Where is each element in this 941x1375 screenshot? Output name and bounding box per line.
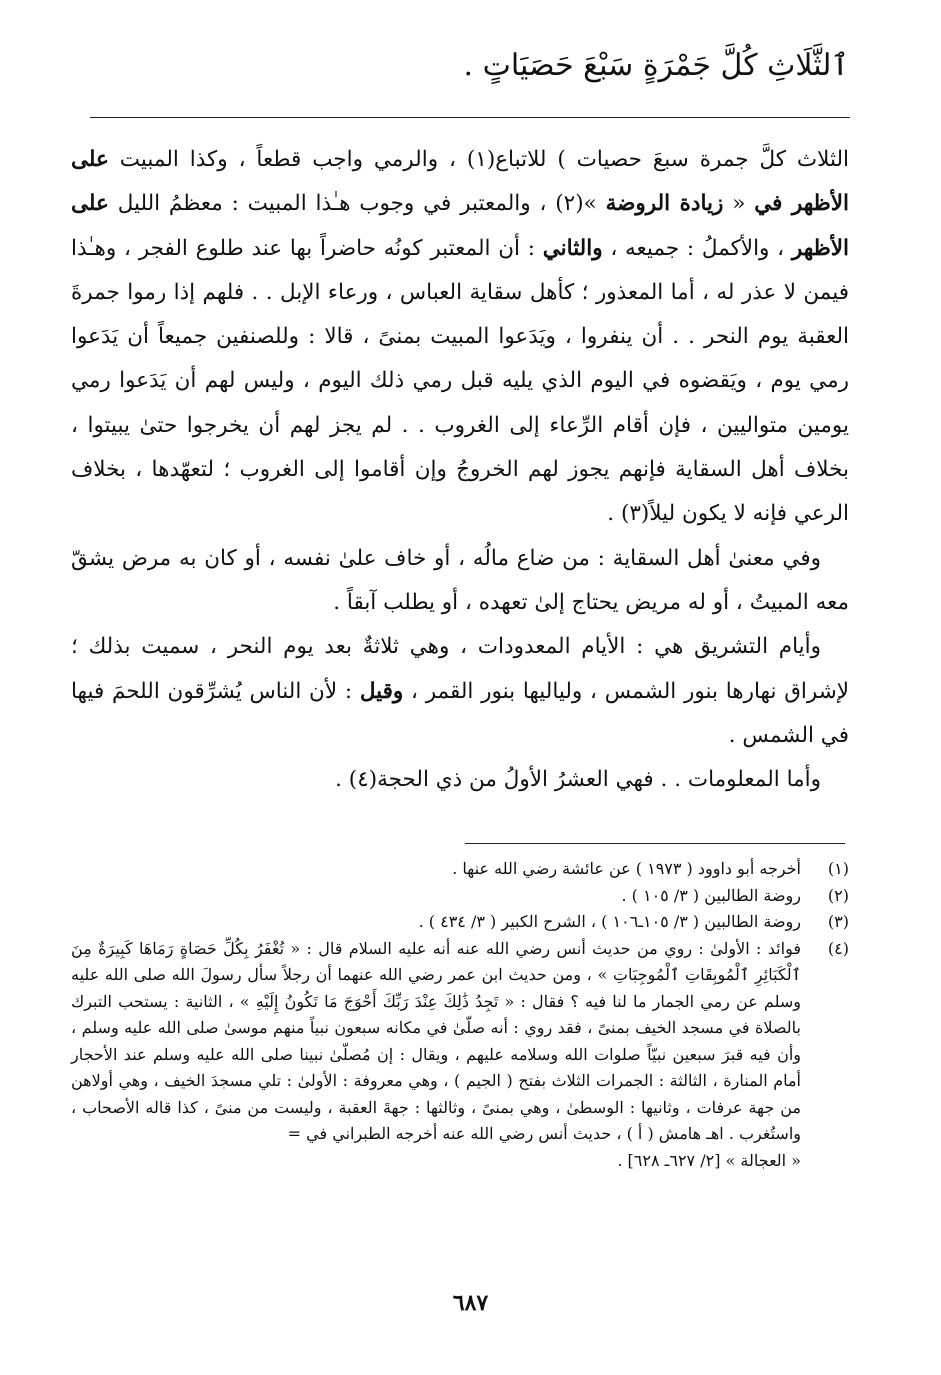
text-run: وأما المعلومات . . فهي العشرُ الأولُ من ذي الحجة(٤) . — [335, 767, 821, 793]
footnote-text: « العجالة » [٢/ ٦٢٧ـ ٦٢٨] . — [617, 1150, 801, 1170]
text-run: : لأن الناس يُشرِّقون اللحمَ فيها في الشمس . — [71, 678, 849, 748]
text-run: « — [723, 191, 755, 217]
paragraph — [71, 537, 849, 626]
paragraph — [71, 138, 849, 537]
footnote-text: فوائد : الأولىٰ : روي من حديث أنس رضي الله عنه أنه عليه السلام قال : « تُغْفَرُ بِكُلِّ حَصَاةٍ رَمَاهَا كَبِيرَةٌ مِنَ ٱلْكَبَائِرِ ٱلْمُوبِقَاتِ ٱلْمُوجِبَاتِ » ، ومن حديث ابن عمر رضي الله عنهما أن رجلاً سأل رسولَ الله صلى الله عليه وسلم عن رمي الجمار ما لنا فيه ؟ فقال : « تَجِدُ ذَٰلِكَ عِنْدَ رَبِّكَ أَحْوَجَ مَا تَكُونُ إِلَيْهِ » ، الثانية : يستحب التبرك بالصلاة في مسجد الخيف بمنىً ، فقد روي : أنه صلّىٰ في مكانه سبعون نبياً منهم موسىٰ صلى الله عليه وسلم ، وأن فيه قبرَ سبعين نبيّاً صلوات الله وسلامه عليهم ، ويقال : إن مُصلّىٰ نبينا صلى الله عليه وسلم عند الأحجار أمام المنارة ، الثالثة : الجمرات الثلاث بفتح ( الجيم ) ، وهي معروفة : الأولىٰ : تلي مسجدَ الخيف ، وهي أولاهن من جهة عرفات ، وثانيها : الوسطىٰ ، وهي بمنىً ، وثالثها : جهةَ العقبة ، وليست من منىً ، كذا قاله الأصحاب ، واستُغرب . اهـ هامش ( أ ) ، حديث أنس رضي الله عنه أخرجه الطبراني في = — [71, 938, 802, 1143]
paragraph — [71, 625, 849, 758]
bold-run: والثاني — [542, 235, 603, 261]
footnote — [71, 909, 849, 936]
footnote-number — [801, 1148, 849, 1175]
text-run: ، والأكملُ : جميعه ، — [602, 235, 792, 261]
main-text — [71, 138, 849, 802]
footnote-number: (١) — [827, 859, 849, 878]
bold-run: زيادة الروضة — [605, 191, 724, 217]
text-run: الثلاث كلَّ جمرة سبعَ حصيات ) للاتباع(١) ، والرمي واجب قطعاً ، وكذا المبيت — [108, 147, 849, 172]
footnote — [71, 856, 849, 883]
paragraph — [71, 758, 849, 802]
running-header: ٱلثَّلَاثِ كُلَّ جَمْرَةٍ سَبْعَ حَصَيَاتٍ . — [463, 48, 849, 83]
footnote-text: أخرجه أبو داوود ( ١٩٧٣ ) عن عائشة رضي الله عنها . — [452, 859, 801, 878]
bold-run: وقيل — [359, 678, 404, 704]
bold-run: على الأظهر — [71, 191, 849, 261]
text-run: : أن المعتبر كونُه حاضراً بها عند طلوع الفجر ، وهـٰذا فيمن لا عذر له ، أما المعذور ؛ كأهل سقاية العباس ، ورعاء الإبل . . فلهم إذا رموا جمرةَ العقبة يوم النحر . . أن ينفروا ، ويَدَعوا المبيت بمنىً ، قالا : وللصنفين جميعاً أن يَدَعوا رمي يوم ، ويَقضوه في اليوم الذي يليه قبل رمي ذلك اليوم ، وليس لهم أن يَدَعوا رمي يومين متواليين ، فإن أقام الرِّعاء إلى الغروب . . لم يجز لهم أن يخرجوا حتىٰ يبيتوا ، بخلاف أهل السقاية فإنهم يجوز لهم الخروجُ وإن أقاموا إلى الغروب ؛ لتعهّدها ، بخلاف الرعي فإنه لا يكون ليلاً(٣) . — [71, 235, 849, 527]
text-run: وفي معنىٰ أهل السقاية : من ضاع مالُه ، أو خاف علىٰ نفسه ، أو كان به مرض يشقّ معه المبيتُ ، أو له مريض يحتاج إلىٰ تعهده ، أو يطلب آبقاً . — [71, 545, 849, 615]
footnotes — [71, 856, 849, 1174]
footnote-text: روضة الطالبين ( ٣/ ١٠٥ـ١٠٦ ) ، الشرح الكبير ( ٣/ ٤٣٤ ) . — [418, 912, 801, 931]
bold-run: على الأظهر في — [71, 147, 849, 217]
footnote-divider — [465, 843, 845, 844]
footnote-number: (٢) — [827, 885, 849, 905]
footnote-text: روضة الطالبين ( ٣/ ١٠٥ ) . — [621, 885, 801, 905]
footnote — [71, 1148, 849, 1175]
header-divider — [90, 117, 850, 118]
footnote — [71, 936, 849, 1148]
footnote-number: (٤) — [827, 938, 849, 958]
text-run: وأيام التشريق هي : الأيام المعدودات ، وهي ثلاثةٌ بعد يوم النحر ، سميت بذلك ؛ لإشراق نهارها بنور الشمس ، ولياليها بنور القمر ، — [71, 634, 849, 704]
footnote-number: (٣) — [827, 912, 849, 931]
text-run: »(٢) ، والمعتبر في وجوب هـٰذا المبيت : معظمُ الليل — [108, 191, 606, 217]
page-number: ٦٨٧ — [452, 1290, 489, 1316]
footnote — [71, 883, 849, 910]
